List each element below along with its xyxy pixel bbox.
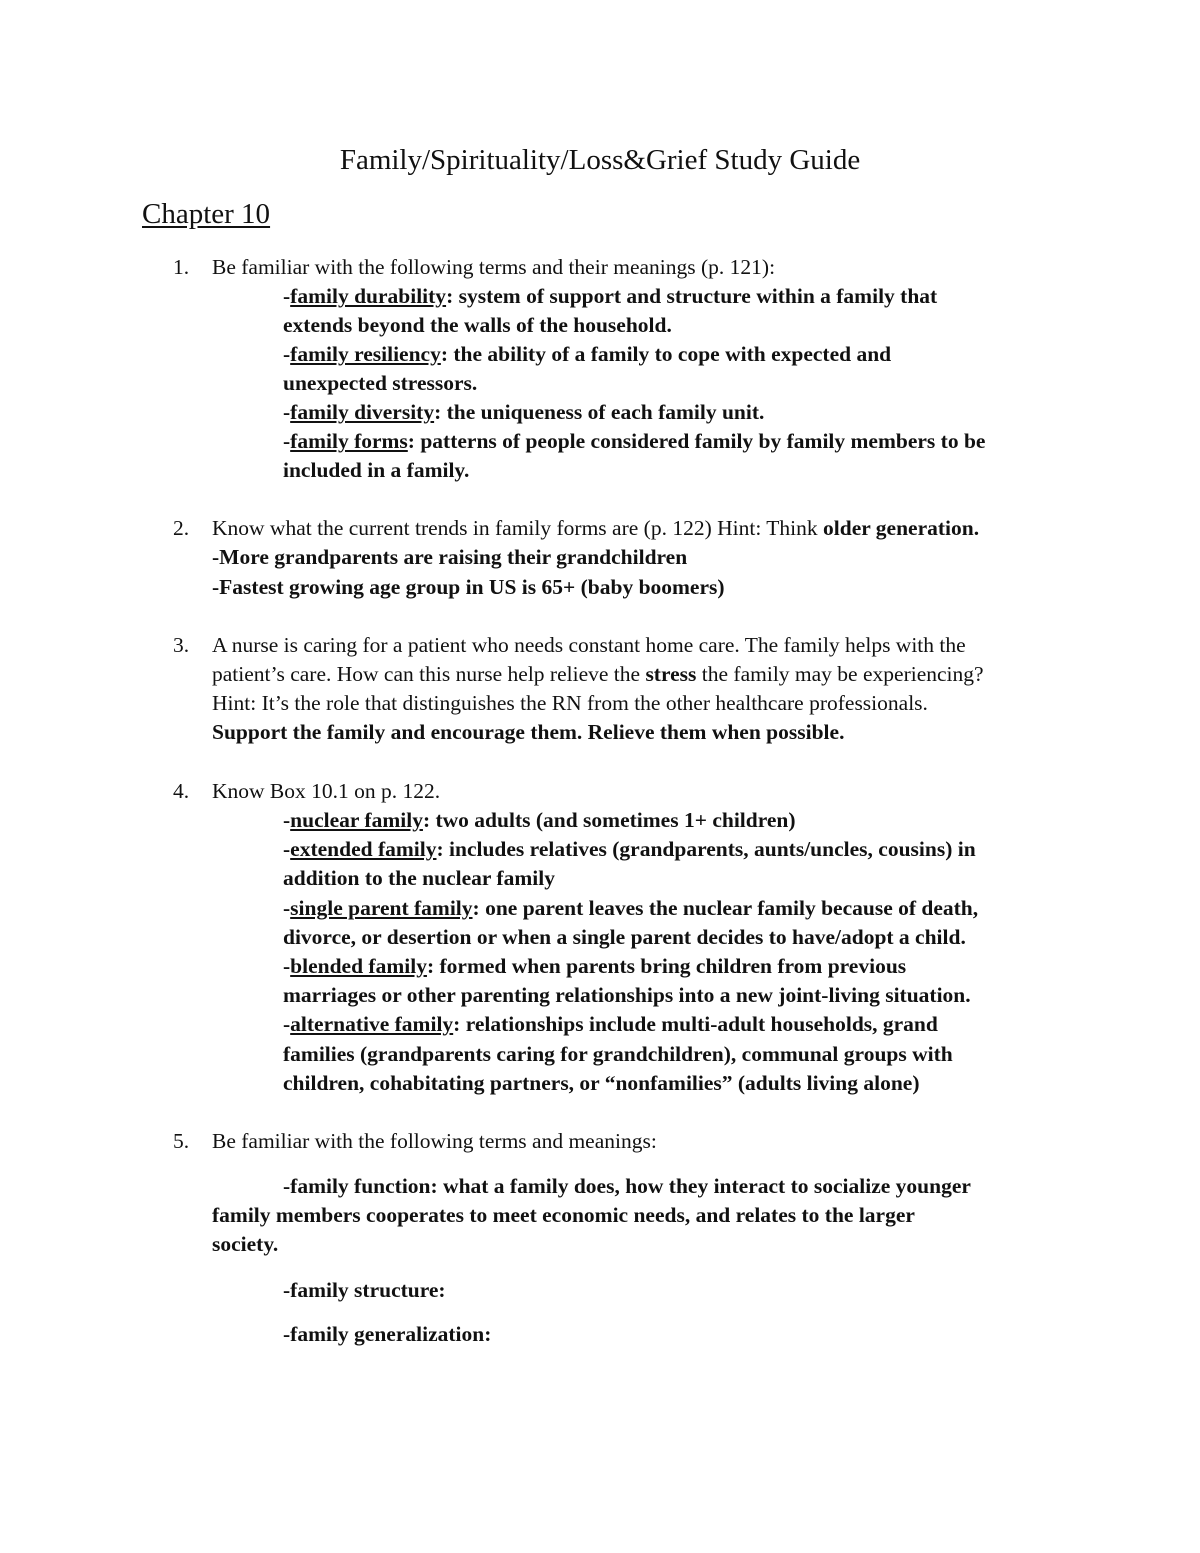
item-text: Know what the current trends in family forms are (p. 122) Hint: Think older generation. (212, 516, 980, 540)
term-definition: system of support and structure within a family that (453, 284, 938, 308)
term-line: -nuclear family: two adults (and sometimes 1+ children) (283, 808, 796, 832)
item-text: A nurse is caring for a patient who needs constant home care. The family helps with the (212, 633, 966, 657)
term-name: family diversity (290, 400, 435, 424)
answer-line: -Fastest growing age group in US is 65+ (baby boomers) (212, 575, 725, 599)
item-number: 4. (173, 779, 190, 803)
chapter-heading: Chapter 10 (142, 198, 271, 230)
term-line: -family structure: (283, 1278, 446, 1302)
term-line: -extended family: includes relatives (grandparents, aunts/uncles, cousins) in (283, 837, 976, 861)
term-definition: formed when parents bring children from previous (434, 954, 907, 978)
term-definition: two adults (and sometimes 1+ children) (430, 808, 796, 832)
term-line: -family generalization: (283, 1322, 492, 1346)
term-definition-cont: family members cooperates to meet economic needs, and relates to the larger (212, 1203, 915, 1227)
term-definition-cont: unexpected stressors. (283, 371, 478, 395)
term-definition-cont: marriages or other parenting relationships into a new joint-living situation. (283, 983, 971, 1007)
term-definition-cont: children, cohabitating partners, or “nonfamilies” (adults living alone) (283, 1071, 920, 1095)
term-definition: patterns of people considered family by family members to be (414, 429, 986, 453)
term-definition: the uniqueness of each family unit. (441, 400, 765, 424)
item-number: 2. (173, 516, 190, 540)
term-definition: includes relatives (grandparents, aunts/uncles, cousins) in (443, 837, 976, 861)
item-text: Be familiar with the following terms and meanings: (212, 1129, 657, 1153)
item-number: 5. (173, 1129, 190, 1153)
item-text: patient’s care. How can this nurse help relieve the stress the family may be experiencing? (212, 662, 984, 686)
term-line: -family forms: patterns of people considered family by family members to be (283, 429, 986, 453)
term-name: family forms (290, 429, 408, 453)
term-line: -alternative family: relationships include multi-adult households, grand (283, 1012, 938, 1036)
term-definition: relationships include multi-adult households, grand (460, 1012, 938, 1036)
term-line: -single parent family: one parent leaves the nuclear family because of death, (283, 896, 979, 920)
term-name: family resiliency (290, 342, 441, 366)
term-name: blended family (290, 954, 427, 978)
term-definition-cont: society. (212, 1232, 279, 1256)
item-text: Know Box 10.1 on p. 122. (212, 779, 441, 803)
term-name: family durability (290, 284, 447, 308)
term-name: nuclear family (290, 808, 423, 832)
term-definition-cont: addition to the nuclear family (283, 866, 555, 890)
item-number: 1. (173, 255, 190, 279)
term-definition-cont: extends beyond the walls of the household. (283, 313, 672, 337)
term-line: -family function: what a family does, how they interact to socialize younger (283, 1174, 971, 1198)
item-number: 3. (173, 633, 190, 657)
page-title: Family/Spirituality/Loss&Grief Study Guide (339, 144, 861, 176)
answer-line: -More grandparents are raising their grandchildren (212, 545, 688, 569)
item-text: Hint: It’s the role that distinguishes the RN from the other healthcare professionals. (212, 691, 928, 715)
term-definition-cont: divorce, or desertion or when a single parent decides to have/adopt a child. (283, 925, 966, 949)
term-definition-cont: families (grandparents caring for grandchildren), communal groups with (283, 1042, 953, 1066)
term-definition: the ability of a family to cope with expected and (448, 342, 892, 366)
term-name: extended family (290, 837, 437, 861)
term-line: -family resiliency: the ability of a family to cope with expected and (283, 342, 892, 366)
item-text: Be familiar with the following terms and their meanings (p. 121): (212, 255, 776, 279)
term-name: alternative family (290, 1012, 454, 1036)
term-line: -blended family: formed when parents bring children from previous (283, 954, 907, 978)
term-name: single parent family (290, 896, 473, 920)
term-line: -family diversity: the uniqueness of each family unit. (283, 400, 765, 424)
term-line: -family durability: system of support and structure within a family that (283, 284, 938, 308)
term-definition: one parent leaves the nuclear family because of death, (479, 896, 979, 920)
term-definition-cont: included in a family. (283, 458, 470, 482)
answer-line: Support the family and encourage them. Relieve them when possible. (212, 720, 845, 744)
